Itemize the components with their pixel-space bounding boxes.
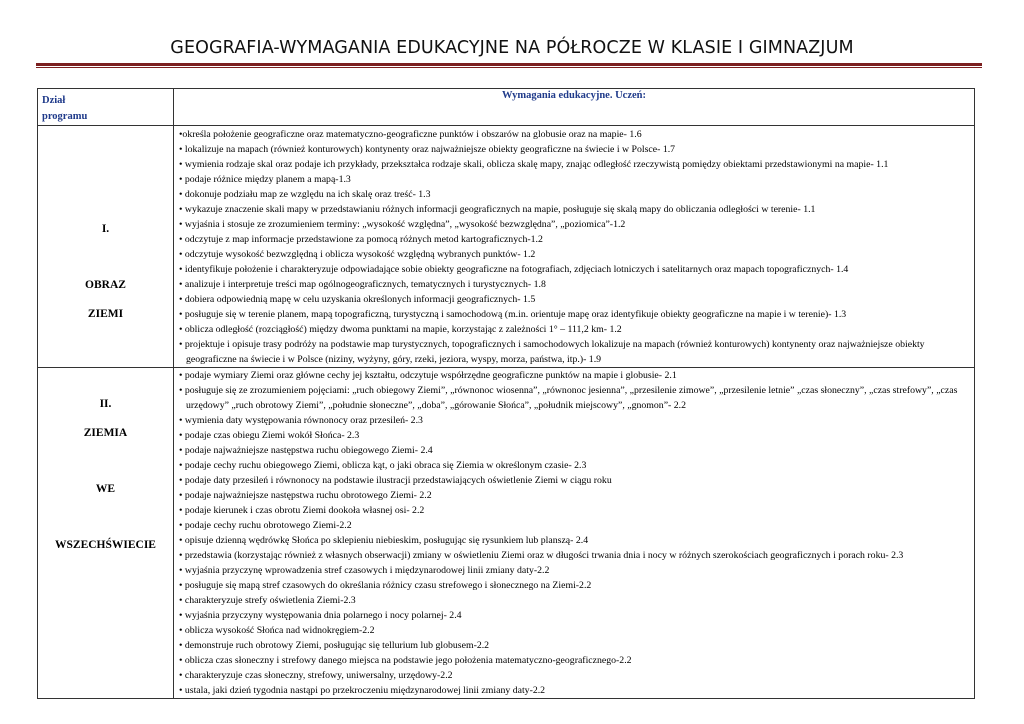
table-row	[38, 126, 975, 368]
list-item: •określa położenie geograficzne oraz matematyczno-geograficzne punktów i obszarów na globusie oraz na mapie- 1.6	[179, 129, 642, 140]
requirements-list	[174, 126, 974, 367]
section-label-line: WE	[95, 483, 116, 495]
section-requirements-cell	[174, 368, 975, 699]
list-item: • wymienia daty występowania równonocy oraz przesileń- 2.3	[179, 415, 423, 426]
table-header-row	[38, 89, 975, 126]
section-requirements-cell	[174, 126, 975, 368]
section-label-line: ZIEMIA	[83, 427, 128, 439]
page-title: GEOGRAFIA-WYMAGANIA EDUKACYJNE NA PÓŁROCZE W KLASIE I GIMNAZJUM	[170, 38, 854, 58]
list-item: • oblicza czas słoneczny i strefowy danego miejsca na podstawie jego położenia matematyczno-geograficznego-2.2	[179, 655, 632, 666]
list-item: • podaje kierunek i czas obrotu Ziemi dookoła własnej osi- 2.2	[179, 505, 425, 516]
list-item: • podaje różnice między planem a mapą-1.3	[179, 174, 351, 185]
list-item: • dobiera odpowiednią mapę w celu uzyskania określonych informacji geograficznych- 1.5	[179, 294, 536, 305]
list-item: • podaje najważniejsze następstwa ruchu obrotowego Ziemi- 2.2	[179, 490, 432, 501]
title-underline	[36, 63, 982, 66]
list-item: • analizuje i interpretuje treści map ogólnogeograficznych, tematycznych i turystycznych- 1.8	[179, 279, 546, 290]
list-item: • podaje wymiary Ziemi oraz główne cechy jej kształtu, odczytuje współrzędne geograficzne punktów na mapie i globusie- 2.1	[179, 370, 677, 381]
list-item: • charakteryzuje czas słoneczny, strefowy, uniwersalny, urzędowy-2.2	[179, 670, 453, 681]
header-section-label-2: programu	[42, 111, 88, 122]
header-requirements-cell: Wymagania edukacyjne. Uczeń:	[174, 89, 975, 126]
section-label-line: ZIEMI	[87, 308, 124, 320]
list-item: • podaje czas obiegu Ziemi wokół Słońca- 2.3	[179, 430, 360, 441]
list-item: • demonstruje ruch obrotowy Ziemi, posługując się tellurium lub globusem-2.2	[179, 640, 490, 651]
list-item: • odczytuje wysokość bezwzględną i oblicza wysokość względną wybranych punktów- 1.2	[179, 249, 536, 260]
list-item: • charakteryzuje strefy oświetlenia Ziemi-2.3	[179, 595, 356, 606]
list-item: • identyfikuje położenie i charakteryzuje odpowiadające sobie obiekty geograficzne na fotografiach, zdjęciach lotniczych i satelitarnych oraz mapach topograficznych- 1.4	[179, 264, 849, 275]
list-item: • przedstawia (korzystając również z własnych obserwacji) zmiany w oświetleniu Ziemi oraz w długości trwania dnia i nocy w różnych szerokościach geograficznych i porach roku- 2.3	[179, 550, 904, 561]
section-label-line: I.	[101, 223, 110, 235]
table-row	[38, 368, 975, 699]
list-item: • wykazuje znaczenie skali mapy w przedstawianiu różnych informacji geograficznych na mapie, posługuje się skalą mapy do obliczania odległości w terenie- 1.1	[179, 204, 816, 215]
list-item: • posługuje się mapą stref czasowych do określania różnicy czasu strefowego i słonecznego na Ziemi-2.2	[179, 580, 592, 591]
list-item: • oblicza odległość (rozciągłość) między dwoma punktami na mapie, korzystając z zależności 1° – 111,2 km- 1.2	[179, 324, 622, 335]
list-item: • podaje cechy ruchu obrotowego Ziemi-2.2	[179, 520, 352, 531]
section-label-cell	[38, 368, 174, 699]
list-item: • lokalizuje na mapach (również konturowych) kontynenty oraz najważniejsze obiekty geograficzne na świecie i w Polsce- 1.7	[179, 144, 676, 155]
section-label-line: II.	[99, 398, 112, 410]
section-label-line: OBRAZ	[85, 279, 126, 291]
list-item: • ustala, jaki dzień tygodnia nastąpi po przekroczeniu międzynarodowej linii zmiany daty-2.2	[179, 685, 546, 696]
list-item: • projektuje i opisuje trasy podróży na podstawie map turystycznych, topograficznych i samochodowych lokalizuje na mapach (również konturowych) kontynenty oraz najważniejsze obiekty geograficzne na świecie i w Polsce (niziny, wyżyny, góry, rzeki, jeziora, wyspy, morza, państwa, itp.)- 1.9	[179, 339, 925, 365]
title-underline-thin	[36, 67, 982, 68]
list-item: • posługuje się w terenie planem, mapą topograficzną, turystyczną i samochodową (m.in. orientuje mapę oraz identyfikuje obiekty geograficzne na mapie i w terenie)- 1.3	[179, 309, 847, 320]
list-item: • opisuje dzienną wędrówkę Słońca po sklepieniu niebieskim, posługując się rysunkiem lub planszą- 2.4	[179, 535, 589, 546]
header-section-cell	[38, 89, 174, 126]
list-item: • odczytuje z map informacje przedstawione za pomocą różnych metod kartograficznych-1.2	[179, 234, 543, 245]
list-item: • wymienia rodzaje skal oraz podaje ich przykłady, przekształca rodzaje skali, oblicza skalę mapy, znając odległość rzeczywistą pomiędzy obiektami przedstawionymi na mapie- 1.1	[179, 159, 889, 170]
header-section-label-1: Dział	[42, 95, 66, 106]
list-item: • posługuje się ze zrozumieniem pojęciami: „ruch obiegowy Ziemi”, „równonoc wiosenna”, „równonoc jesienna”, „przesilenie zimowe”, „przesilenie letnie” „czas słoneczny”, „czas strefowy”, „czas urzędowy” „ruch obrotowy Ziemi”, „południe słoneczne”, „doba”, „górowanie Słońca”, „południk miejscowy”, „gnomon”- 2.2	[179, 385, 958, 411]
list-item: • wyjaśnia przyczynę wprowadzenia stref czasowych i międzynarodowej linii zmiany daty-2.2	[179, 565, 550, 576]
section-label-line: WSZECHŚWIECIE	[55, 539, 156, 551]
list-item: • oblicza wysokość Słońca nad widnokręgiem-2.2	[179, 625, 375, 636]
list-item: • dokonuje podziału map ze względu na ich skalę oraz treść- 1.3	[179, 189, 431, 200]
list-item: • podaje cechy ruchu obiegowego Ziemi, oblicza kąt, o jaki obraca się Ziemia w określonym czasie- 2.3	[179, 460, 587, 471]
list-item: • wyjaśnia i stosuje ze zrozumieniem terminy: „wysokość względna”, „wysokość bezwzględna”, „poziomica”-1.2	[179, 219, 626, 230]
list-item: • wyjaśnia przyczyny występowania dnia polarnego i nocy polarnej- 2.4	[179, 610, 462, 621]
list-item: • podaje najważniejsze następstwa ruchu obiegowego Ziemi- 2.4	[179, 445, 433, 456]
requirements-table	[37, 88, 975, 699]
list-item: • podaje daty przesileń i równonocy na podstawie ilustracji przedstawiających oświetlenie Ziemi w ciągu roku	[179, 475, 612, 486]
section-label-cell	[38, 126, 174, 368]
requirements-list	[174, 368, 974, 698]
